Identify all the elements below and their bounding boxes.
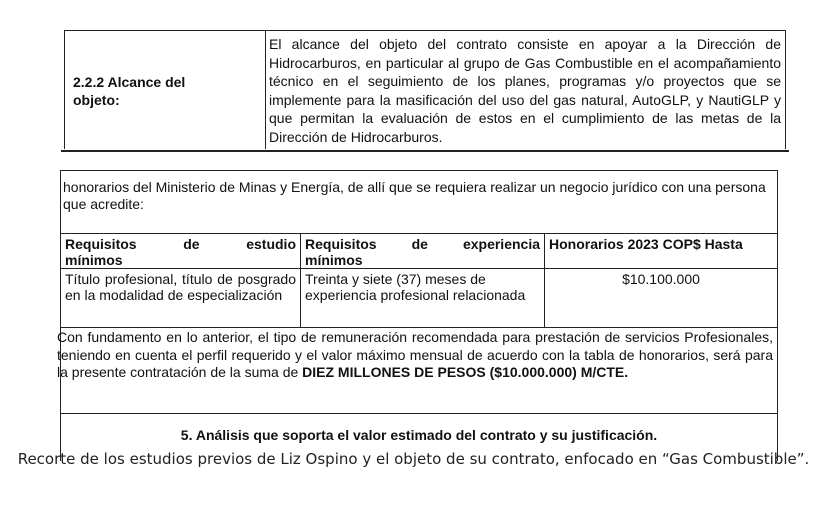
clip-bottom-rule [61,150,789,152]
intro-text: honorarios del Ministerio de Minas y Energía, de allí que se requiera realizar un negocio jurídico con una persona que acredite: [63,179,766,212]
section-divider [61,413,777,414]
section-label: 2.2.2 Alcance del objeto: [73,74,186,108]
cell-study: Título profesional, título de posgrado en la modalidad de especialización [61,269,301,327]
header-experience-line1: Requisitos de experiencia [305,236,540,252]
cell-experience: Treinta y siete (37) meses de experiencia profesional relacionada [301,269,545,327]
conclusion-text: Con fundamento en lo anterior, el tipo de remuneración recomendada para prestación de servicios Profesionales, teniendo en cuenta el perfil requerido y el valor máximo mensual de acuerdo con la tabla de honorarios, será para la presente contratación de la suma de [57,329,773,380]
header-experience [301,234,545,268]
conclusion-paragraph [57,329,773,382]
image-caption: Recorte de los estudios previos de Liz Ospino y el objeto de su contrato, enfocado en “Gas Combustible”. [17,450,810,468]
header-study-line2: mínimos [65,252,123,268]
header-study [61,234,301,268]
cell-fees: $10.100.000 [622,271,700,287]
scope-clip [64,30,786,149]
scope-text: El alcance del objeto del contrato consiste en apoyar a la Dirección de Hidrocarburos, en particular al grupo de Gas Combustible en el acompañamiento técnico en el seguimiento de los planes, programas y/o proyectos que se implemente para la masificación del uso del gas natural, AutoGLP, y NautiGLP y que permitan la evaluación de estos en el cumplimiento de las metas de la Dirección de Hidrocarburos. [269,36,781,145]
section-label-cell [65,31,266,149]
header-experience-line2: mínimos [305,252,363,268]
section-heading: 5. Análisis que soporta el valor estimado del contrato y su justificación. [180,427,658,443]
header-study-line1: Requisitos de estudio [65,236,296,252]
table-header-row [61,234,777,269]
table-row [61,269,777,327]
header-fees: Honorarios 2023 COP$ Hasta [549,236,743,252]
requirements-table [61,233,777,328]
conclusion-amount: DIEZ MILLONES DE PESOS ($10.000.000) M/CTE. [302,364,629,380]
requirements-clip [57,170,778,461]
